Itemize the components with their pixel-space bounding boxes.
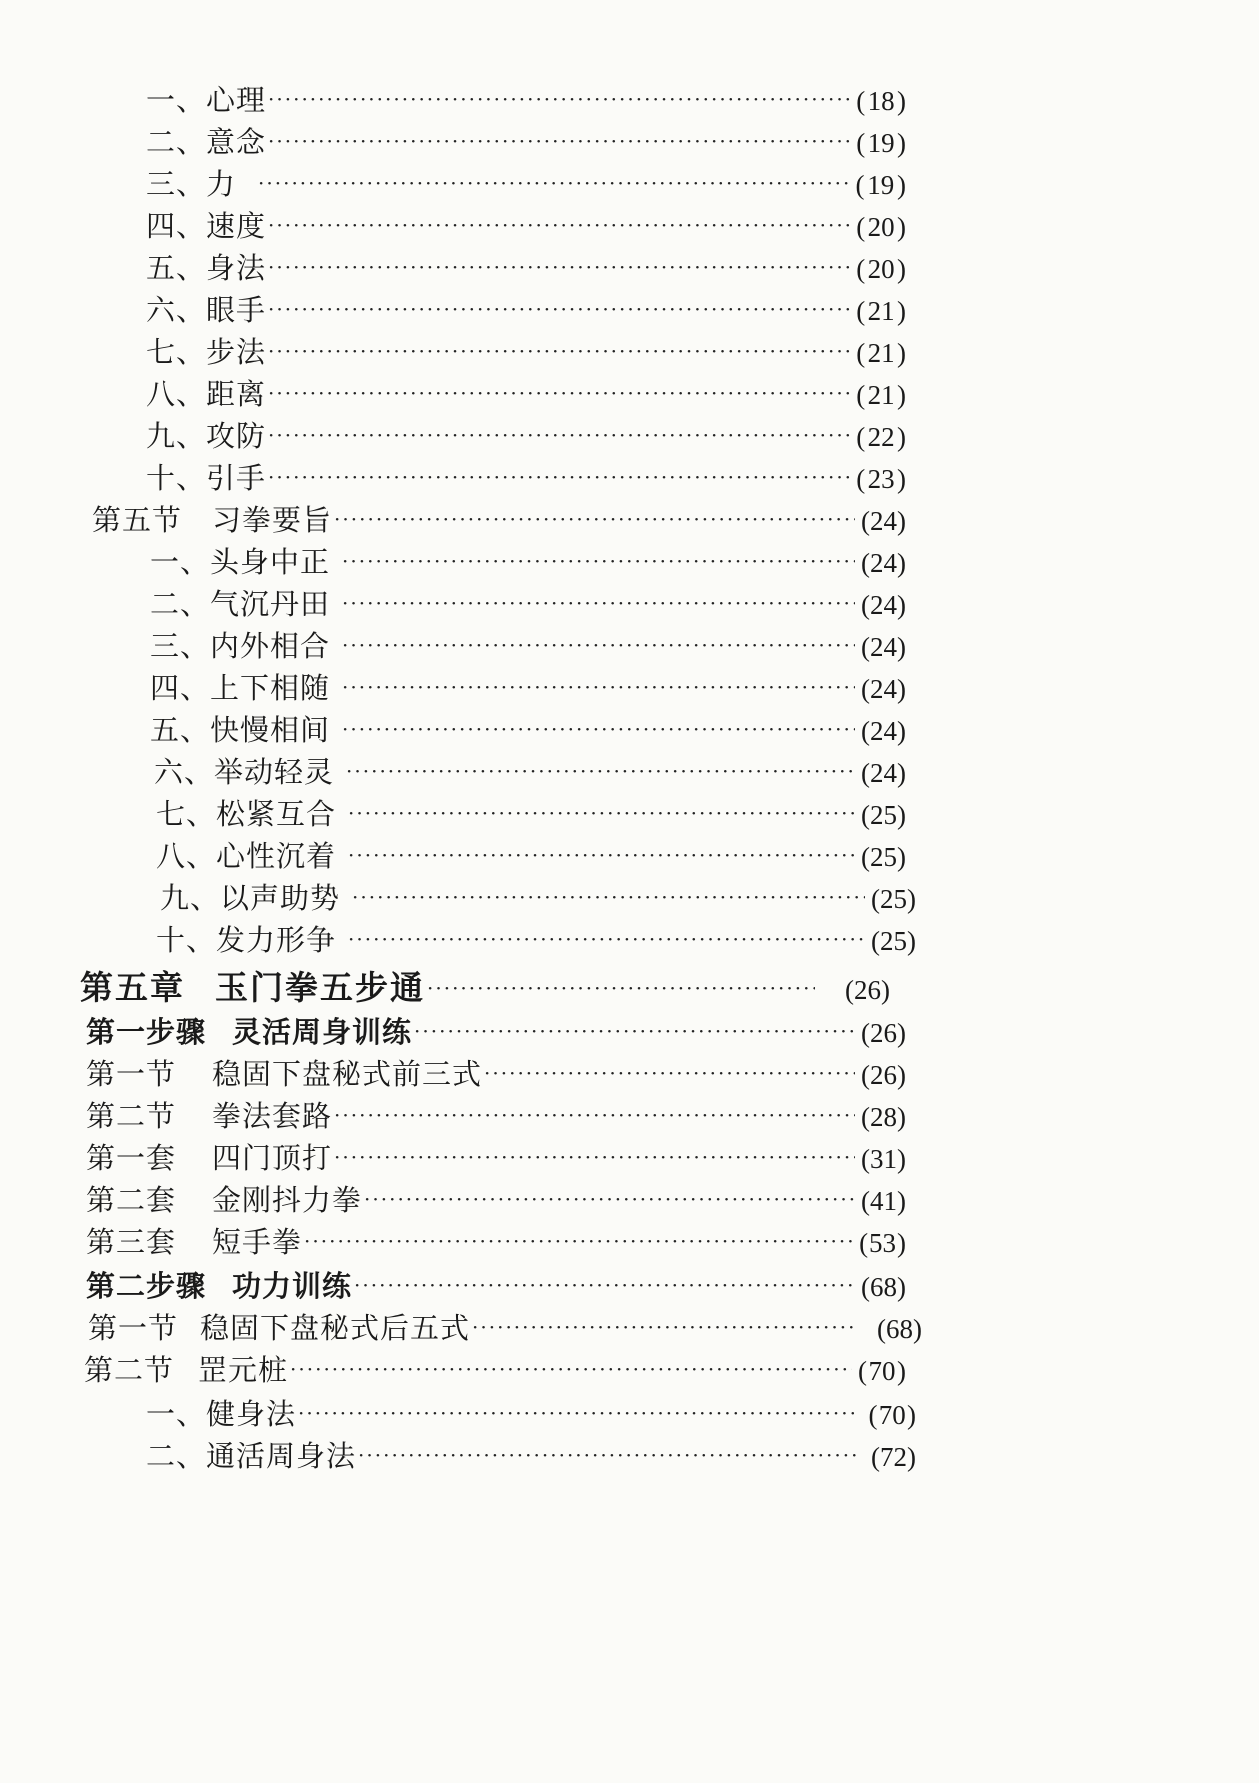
- page-number: ( 22 ): [856, 422, 906, 452]
- page-number: ( 21 ): [856, 338, 906, 368]
- toc-entry: [150, 708, 906, 752]
- dot-leader: [268, 87, 850, 111]
- toc-section-entry: [92, 498, 906, 542]
- page-number: ( 20 ): [856, 254, 906, 284]
- entry-title: 第一节 稳固下盘秘式前三式: [86, 1057, 483, 1091]
- entry-title: 五、快慢相间: [150, 713, 331, 747]
- dot-leader: [484, 1061, 855, 1085]
- dot-leader: [364, 1187, 855, 1211]
- dot-leader: [427, 976, 815, 1000]
- toc-entry: [150, 624, 906, 668]
- toc-entry: [154, 750, 906, 794]
- entry-title: 七、松紧互合: [156, 797, 337, 831]
- dot-leader: [348, 927, 865, 951]
- page-number: ( 68 ): [877, 1314, 922, 1344]
- toc-entry: [146, 1392, 916, 1436]
- page-number: ( 31 ): [861, 1144, 906, 1174]
- page-number: ( 26 ): [861, 1060, 906, 1090]
- page-number: ( 70 ): [868, 1400, 916, 1430]
- page-number: ( 18 ): [856, 86, 906, 116]
- dot-leader: [342, 591, 855, 615]
- entry-title: 十、发力形争: [156, 923, 337, 957]
- dot-leader: [472, 1315, 853, 1339]
- dot-leader: [348, 801, 855, 825]
- page-number: ( 28 ): [861, 1102, 906, 1132]
- page-number: ( 25 ): [861, 842, 906, 872]
- entry-title: 四、上下相随: [150, 671, 331, 705]
- entry-title: 九、以声助势: [160, 881, 341, 915]
- dot-leader: [342, 549, 855, 573]
- toc-entry: [146, 162, 906, 206]
- toc-entry: [146, 288, 906, 332]
- entry-title: 二、通活周身法: [146, 1439, 357, 1473]
- dot-leader: [334, 1103, 855, 1127]
- dot-leader: [268, 339, 850, 363]
- dot-leader: [298, 1401, 854, 1425]
- toc-section-entry: [86, 1178, 906, 1222]
- entry-title: 九、攻防: [146, 419, 267, 453]
- toc-section-entry: [86, 1220, 906, 1264]
- entry-title: 一、心理: [146, 83, 267, 117]
- page-number: ( 23 ): [856, 464, 906, 494]
- toc-entry: [146, 78, 906, 122]
- page-number: ( 26 ): [845, 975, 890, 1005]
- toc-entry: [146, 120, 906, 164]
- entry-title: 五、身法: [146, 251, 267, 285]
- entry-title: 十、引手: [146, 461, 267, 495]
- entry-title: 六、举动轻灵: [154, 755, 335, 789]
- toc-section-entry: [84, 1348, 906, 1392]
- dot-leader: [414, 1019, 855, 1043]
- entry-title: 第五节 习拳要旨: [92, 503, 333, 537]
- page-number: ( 19 ): [856, 128, 906, 158]
- page-number: ( 72 ): [871, 1442, 916, 1472]
- toc-entry: [150, 582, 906, 626]
- dot-leader: [268, 297, 850, 321]
- entry-title: 三、力: [146, 167, 237, 201]
- toc-section-entry: [86, 1052, 906, 1096]
- toc-section-entry: [88, 1306, 922, 1350]
- page-number: ( 25 ): [861, 800, 906, 830]
- toc-chapter-entry: [80, 962, 890, 1012]
- entry-title: 第五章 玉门拳五步通: [80, 968, 425, 1007]
- dot-leader: [304, 1229, 853, 1253]
- dot-leader: [352, 885, 865, 909]
- entry-title: 第三套 短手拳: [86, 1225, 303, 1259]
- entry-title: 七、步法: [146, 335, 267, 369]
- toc-entry: [146, 456, 906, 500]
- page-number: ( 41 ): [861, 1186, 906, 1216]
- page-number: ( 24 ): [861, 506, 906, 536]
- entry-title: 八、距离: [146, 377, 267, 411]
- toc-entry: [150, 540, 906, 584]
- toc-section-entry: [86, 1094, 906, 1138]
- entry-title: 六、眼手: [146, 293, 267, 327]
- entry-title: 第二套 金刚抖力拳: [86, 1183, 363, 1217]
- dot-leader: [342, 675, 855, 699]
- dot-leader: [342, 633, 855, 657]
- dot-leader: [342, 717, 855, 741]
- entry-title: 二、意念: [146, 125, 267, 159]
- toc-entry: [146, 330, 906, 374]
- page-number: ( 21 ): [856, 380, 906, 410]
- dot-leader: [268, 213, 850, 237]
- toc-step-entry: [86, 1264, 906, 1308]
- page-number: ( 25 ): [871, 884, 916, 914]
- toc-section-entry: [86, 1136, 906, 1180]
- toc-entry: [146, 372, 906, 416]
- toc-step-entry: [86, 1010, 906, 1054]
- page-number: ( 21 ): [856, 296, 906, 326]
- toc-entry: [146, 246, 906, 290]
- page-number: ( 70 ): [857, 1356, 906, 1386]
- dot-leader: [290, 1357, 852, 1381]
- dot-leader: [268, 465, 850, 489]
- toc-entry: [146, 414, 906, 458]
- entry-title: 第二步骤 功力训练: [86, 1269, 353, 1303]
- page-number: ( 24 ): [861, 590, 906, 620]
- page-number: ( 68 ): [861, 1272, 906, 1302]
- entry-title: 第二节 罡元桩: [84, 1353, 289, 1387]
- dot-leader: [268, 381, 850, 405]
- toc-entry: [156, 834, 906, 878]
- toc-entry: [150, 666, 906, 710]
- page-number: ( 24 ): [861, 716, 906, 746]
- dot-leader: [258, 171, 849, 195]
- dot-leader: [348, 843, 855, 867]
- page-number: ( 24 ): [861, 758, 906, 788]
- entry-title: 第二节 拳法套路: [86, 1099, 333, 1133]
- entry-title: 八、心性沉着: [156, 839, 337, 873]
- page-number: ( 24 ): [861, 632, 906, 662]
- dot-leader: [346, 759, 855, 783]
- entry-title: 一、头身中正: [150, 545, 331, 579]
- entry-title: 三、内外相合: [150, 629, 331, 663]
- dot-leader: [268, 129, 850, 153]
- dot-leader: [334, 1145, 855, 1169]
- page-number: ( 53 ): [859, 1228, 906, 1258]
- dot-leader: [268, 423, 850, 447]
- page-number: ( 25 ): [871, 926, 916, 956]
- toc-entry: [146, 1434, 916, 1478]
- page-number: ( 24 ): [861, 674, 906, 704]
- entry-title: 二、气沉丹田: [150, 587, 331, 621]
- toc-entry: [156, 792, 906, 836]
- toc-entry: [146, 204, 906, 248]
- dot-leader: [268, 255, 850, 279]
- toc-entry: [160, 876, 916, 920]
- dot-leader: [334, 507, 855, 531]
- entry-title: 一、健身法: [146, 1397, 297, 1431]
- entry-title: 第一步骤 灵活周身训练: [86, 1015, 413, 1049]
- page-number: ( 24 ): [861, 548, 906, 578]
- dot-leader: [358, 1443, 857, 1467]
- entry-title: 第一套 四门顶打: [86, 1141, 333, 1175]
- page-number: ( 20 ): [856, 212, 906, 242]
- toc-entry: [156, 918, 916, 962]
- page-number: ( 19 ): [855, 170, 906, 200]
- dot-leader: [354, 1273, 855, 1297]
- entry-title: 四、速度: [146, 209, 267, 243]
- page-number: ( 26 ): [861, 1018, 906, 1048]
- entry-title: 第一节 稳固下盘秘式后五式: [88, 1311, 471, 1345]
